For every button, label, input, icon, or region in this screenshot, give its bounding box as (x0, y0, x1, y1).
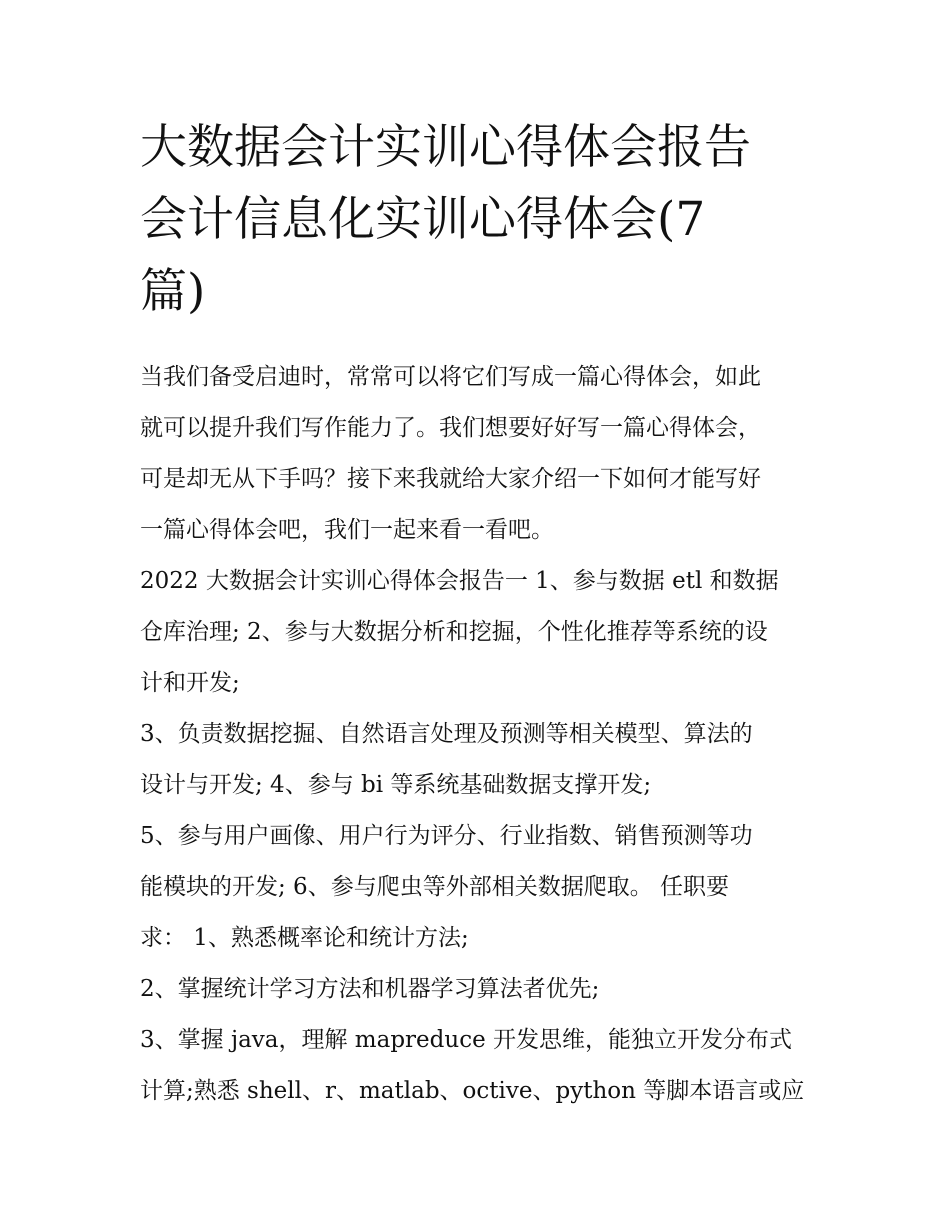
body-line: 5、参与用户画像、用户行为评分、行业指数、销售预测等功 (140, 823, 753, 849)
title-line: 大数据会计实训心得体会报告 (140, 120, 751, 175)
body-line: 计和开发; (140, 670, 240, 696)
body-line: 就可以提升我们写作能力了。我们想要好好写一篇心得体会， (140, 415, 761, 441)
body-line: 计算;熟悉 shell、r、matlab、octive、python 等脚本语言或应 (140, 1078, 805, 1104)
body-line: 能模块的开发; 6、参与爬虫等外部相关数据爬取。 任职要 (140, 874, 730, 900)
title-line: 会计信息化实训心得体会(7 (140, 192, 706, 247)
body-line: 一篇心得体会吧，我们一起来看一看吧。 (140, 517, 554, 543)
body-line: 3、掌握 java，理解 mapreduce 开发思维，能独立开发分布式 (140, 1027, 792, 1053)
body-line: 可是却无从下手吗？接下来我就给大家介绍一下如何才能写好 (140, 466, 761, 492)
document-title (140, 112, 820, 328)
body-line: 求： 1、熟悉概率论和统计方法; (140, 925, 469, 951)
body-line: 2022 大数据会计实训心得体会报告一 1、参与数据 etl 和数据 (140, 568, 779, 594)
body-line: 2、掌握统计学习方法和机器学习算法者优先; (140, 976, 600, 1002)
body-line: 3、负责数据挖掘、自然语言处理及预测等相关模型、算法的 (140, 721, 753, 747)
body-line: 当我们备受启迪时，常常可以将它们写成一篇心得体会，如此 (140, 364, 761, 390)
body-line: 设计与开发; 4、参与 bi 等系统基础数据支撑开发; (140, 772, 652, 798)
title-line: 篇) (140, 264, 206, 319)
body-line: 仓库治理; 2、参与大数据分析和挖掘，个性化推荐等系统的设 (140, 619, 768, 645)
document-body (140, 352, 820, 1117)
